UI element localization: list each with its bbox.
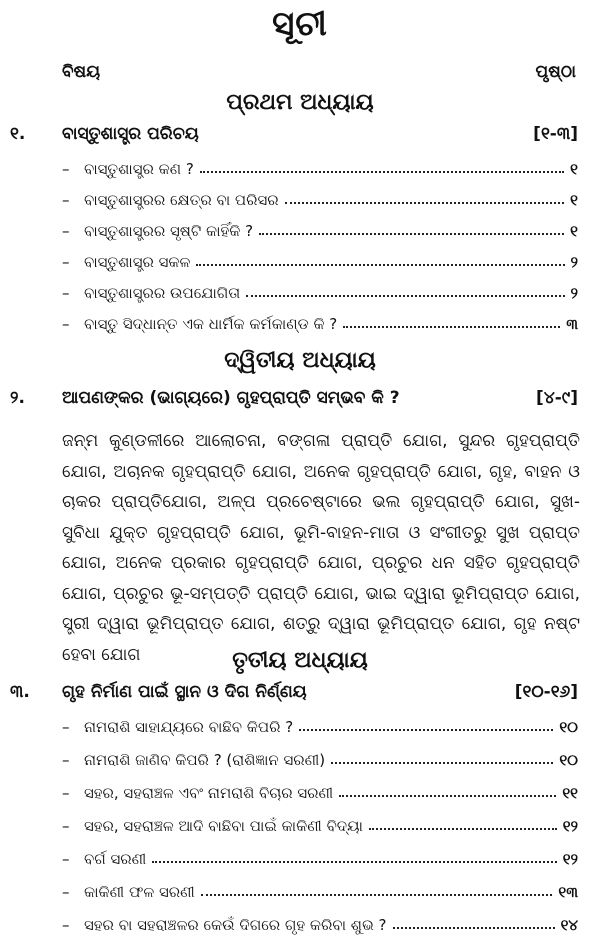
list-item: – ବାସ୍ତୁ ସିଦ୍ଧାନ୍ତ ଏକ ଧାର୍ମିକ କର୍ମକାଣ୍ଡ କି ? ୩: [62, 315, 578, 333]
item-text: ବାସ୍ତୁଶାସ୍ତ୍ରର କ୍ଷେତ୍ର ବା ପରିସର: [84, 191, 279, 209]
list-item: – ବର୍ଗ ସରଣୀ ୧୨: [62, 850, 578, 868]
item-text: ସହର, ସହରାଞ୍ଚଳ ଏବଂ ନାମରାଶି ବିଚାର ସରଣୀ: [84, 784, 334, 802]
item-page: ୧୦: [559, 751, 578, 769]
item-page: ୧୩: [558, 883, 578, 901]
list-item: – ନାମରାଶି ସାହାଯ୍ୟରେ ବାଛିବ କିପରି ? ୧୦: [62, 718, 578, 736]
item-page: ୧: [570, 222, 578, 240]
item-text: କାକିଣୀ ଫଳ ସରଣୀ: [84, 883, 195, 901]
dot-leader: [246, 295, 564, 297]
page-range: [୧୦-୧୬]: [514, 682, 578, 702]
dot-leader: [285, 202, 565, 204]
section-title: ବାସ୍ତୁଶାସ୍ତ୍ର ପରିଚୟ: [62, 124, 199, 144]
dot-leader: [259, 233, 564, 235]
item-text: ବାସ୍ତୁଶାସ୍ତ୍ର ସକଳ: [84, 253, 191, 271]
item-page: ୨: [570, 284, 578, 302]
dot-leader: [152, 861, 556, 863]
chapter-summary-paragraph: ଜନ୍ମ କୁଣ୍ଡଳୀରେ ଆଲୋଚନା, ବଙ୍ଗଳା ପ୍ରାପ୍ତି ଯୋଗ, ସୁନ୍ଦର ଗୃହପ୍ରାପ୍ତି ଯୋଗ, ଅଚାନକ ଗୃହପ୍ରାପ୍ତି ଯୋଗ, ଅନେକ ଗୃହପ୍ରାପ୍ତି ଯୋଗ, ଗୃହ, ବାହନ ଓ ଚାକର ପ୍ରାପ୍ତିଯୋଗ, ଅଳ୍ପ ପ୍ରଚେଷ୍ଟାରେ ଭଲ ଗୃହପ୍ରାପ୍ତି ଯୋଗ, ସୁଖ-ସୁବିଧା ଯୁକ୍ତ ଗୃହପ୍ରାପ୍ତି ଯୋଗ, ଭୂମି-ବାହନ-ମାତା ଓ ସଂଗୀତରୁ ସୁଖ ପ୍ରାପ୍ତ ଯୋଗ, ଅନେକ ପ୍ରକାର ଗୃହପ୍ରାପ୍ତି ଯୋଗ, ପ୍ରଚୁର ଧନ ସହିତ ଗୃହପ୍ରାପ୍ତି ଯୋଗ, ପ୍ରଚୁର ଭୂ-ସମ୍ପତ୍ତି ପ୍ରାପ୍ତି ଯୋଗ, ଭାଇ ଦ୍ୱାରା ଭୂମିପ୍ରାପ୍ତ ଯୋଗ, ସ୍ତ୍ରୀ ଦ୍ୱାରା ଭୂମିପ୍ରାପ୍ତ ଯୋଗ, ଶତ୍ରୁ ଦ୍ୱାରା ଭୂମିପ୍ରାପ୍ତ ଯୋଗ, ଗୃହ ନଷ୍ଟ ହେବା ଯୋଗ: [62, 431, 580, 665]
page-range: [୪-୯]: [536, 388, 578, 408]
list-item: – ବାସ୍ତୁଶାସ୍ତ୍ରର କ୍ଷେତ୍ର ବା ପରିସର ୧: [62, 191, 578, 209]
section-number: ୧.: [10, 124, 26, 144]
item-page: ୧୦: [559, 718, 578, 736]
dot-leader: [196, 264, 564, 266]
dot-leader: [369, 828, 557, 830]
chapter-heading: ପ୍ରଥମ ଅଧ୍ୟାୟ: [226, 90, 374, 115]
list-item: – ବାସ୍ତୁଶାସ୍ତ୍ରର ଉପଯୋଗିତା ୨: [62, 284, 578, 302]
item-page: ୧: [570, 191, 578, 209]
item-page: ୧: [570, 160, 578, 178]
subject-column-header: ବିଷୟ: [62, 62, 101, 82]
page-range: [୧-୩]: [533, 124, 578, 144]
list-item: – ବାସ୍ତୁଶାସ୍ତ୍ରର ସୃଷ୍ଟି କାହିଁକି ? ୧: [62, 222, 578, 240]
list-item: – ବାସ୍ତୁଶାସ୍ତ୍ର କଣ ? ୧: [62, 160, 578, 178]
section-number: ୨.: [10, 388, 25, 408]
item-page: ୧୧: [562, 784, 578, 802]
list-item: – ନାମରାଶି ଜାଣିବ କିପରି ? (ରାଶିଜ୍ଞାନ ସରଣୀ) ୧୦: [62, 751, 578, 769]
item-text: ବାସ୍ତୁଶାସ୍ତ୍ରର ଉପଯୋଗିତା: [84, 284, 241, 302]
dot-leader: [200, 171, 564, 173]
item-text: ବର୍ଗ ସରଣୀ: [84, 850, 147, 868]
list-item: – ସହର, ସହରାଞ୍ଚଳ ଏବଂ ନାମରାଶି ବିଚାର ସରଣୀ ୧୧: [62, 784, 578, 802]
item-page: ୧୨: [562, 850, 578, 868]
list-item: – ବାସ୍ତୁଶାସ୍ତ୍ର ସକଳ ୨: [62, 253, 578, 271]
chapter-heading: ତୃତୀୟ ଅଧ୍ୟାୟ: [232, 648, 368, 673]
item-page: ୧୨: [562, 817, 578, 835]
dot-leader: [393, 927, 555, 929]
chapter-heading: ଦ୍ୱିତୀୟ ଅଧ୍ୟାୟ: [224, 348, 376, 373]
item-text: ବାସ୍ତୁ ସିଦ୍ଧାନ୍ତ ଏକ ଧାର୍ମିକ କର୍ମକାଣ୍ଡ କି ?: [84, 315, 338, 333]
page-title: ସୂଚୀ: [272, 4, 328, 44]
list-item: – କାକିଣୀ ଫଳ ସରଣୀ ୧୩: [62, 883, 578, 901]
item-text: ବାସ୍ତୁଶାସ୍ତ୍ର କଣ ?: [84, 160, 194, 178]
dot-leader: [343, 326, 560, 328]
dot-leader: [331, 762, 553, 764]
section-entry: [10, 678, 578, 706]
list-item: – ସହର ବା ସହରାଞ୍ଚଳର କେଉଁ ଦିଗରେ ଗୃହ କରିବା ଶୁଭ ? ୧୪: [62, 916, 578, 934]
item-text: ନାମରାଶି ଜାଣିବ କିପରି ? (ରାଶିଜ୍ଞାନ ସରଣୀ): [84, 751, 326, 769]
dot-leader: [339, 795, 556, 797]
item-text: ନାମରାଶି ସାହାଯ୍ୟରେ ବାଛିବ କିପରି ?: [84, 718, 294, 736]
section-number: ୩.: [10, 682, 30, 702]
section-entry: [10, 120, 578, 148]
list-item: – ସହର, ସହରାଞ୍ଚଳ ଆଦି ବାଛିବା ପାଇଁ କାକିଣୀ ବିଦ୍ୟା ୧୨: [62, 817, 578, 835]
item-text: ସହର ବା ସହରାଞ୍ଚଳର କେଉଁ ଦିଗରେ ଗୃହ କରିବା ଶୁଭ ?: [84, 916, 387, 934]
item-page: ୩: [566, 315, 578, 333]
item-page: ୧୪: [560, 916, 578, 934]
dot-leader: [201, 894, 553, 896]
item-text: ବାସ୍ତୁଶାସ୍ତ୍ରର ସୃଷ୍ଟି କାହିଁକି ?: [84, 222, 254, 240]
section-entry: [10, 384, 578, 412]
dot-leader: [299, 729, 553, 731]
section-title: ଆପଣଙ୍କର (ଭାଗ୍ୟରେ) ଗୃହପ୍ରାପ୍ତି ସମ୍ଭବ କି ?: [62, 388, 400, 408]
page-column-header: ପୃଷ୍ଠା: [535, 62, 576, 82]
section-title: ଗୃହ ନିର୍ମାଣ ପାଇଁ ସ୍ଥାନ ଓ ଦିଗ ନିର୍ଣ୍ଣୟ: [62, 682, 307, 702]
item-text: ସହର, ସହରାଞ୍ଚଳ ଆଦି ବାଛିବା ପାଇଁ କାକିଣୀ ବିଦ୍ୟା: [84, 817, 363, 835]
item-page: ୨: [570, 253, 578, 271]
